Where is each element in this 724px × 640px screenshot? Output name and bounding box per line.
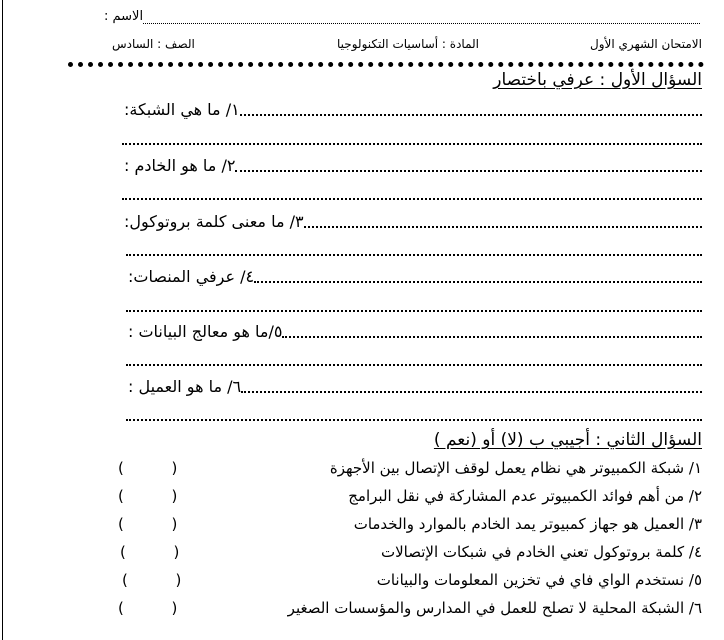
statement-5: ٥/ نستخدم الواي فاي في تخزين المعلومات والبيانات bbox=[376, 571, 702, 589]
statement-6: ٦/ الشبكة المحلية لا تصلح للعمل في المدارس والمؤسسات الصغير bbox=[287, 599, 702, 617]
grade-label: الصف : السادس bbox=[112, 37, 195, 51]
question-5 bbox=[126, 322, 702, 341]
question-1 bbox=[122, 100, 702, 119]
question-3 bbox=[122, 212, 702, 231]
question-text: ١/ ما هي الشبكة: bbox=[124, 100, 240, 119]
answer-line[interactable] bbox=[126, 419, 702, 421]
answer-parentheses[interactable]: ( ) bbox=[118, 515, 178, 533]
name-label: الاسم : bbox=[104, 9, 144, 24]
answer-blank[interactable] bbox=[254, 267, 702, 283]
page-left-border bbox=[2, 0, 3, 640]
answer-parentheses[interactable]: ( ) bbox=[118, 599, 178, 617]
question-4 bbox=[126, 267, 702, 286]
question-text: ٣/ ما معنى كلمة بروتوكول: bbox=[124, 212, 304, 231]
statement-4: ٤/ كلمة بروتوكول تعني الخادم في شبكات الإتصالات bbox=[380, 543, 702, 561]
question-text: ٢/ ما هو الخادم : bbox=[124, 156, 236, 175]
statement-1: ١/ شبكة الكمبيوتر هي نظام يعمل لوقف الإتصال بين الأجهزة bbox=[329, 459, 702, 477]
name-blank[interactable] bbox=[143, 11, 700, 24]
answer-blank[interactable] bbox=[304, 212, 702, 228]
answer-line[interactable] bbox=[122, 143, 702, 145]
answer-blank[interactable] bbox=[240, 100, 702, 116]
section2-title: السؤال الثاني : أجيبي ب (لا) أو (نعم ) bbox=[433, 430, 702, 450]
exam-title: الامتحان الشهري الأول bbox=[589, 37, 702, 51]
answer-parentheses[interactable]: ( ) bbox=[122, 571, 182, 589]
question-6 bbox=[126, 377, 702, 396]
answer-line[interactable] bbox=[122, 198, 702, 200]
answer-line[interactable] bbox=[126, 364, 702, 366]
question-text: ٤/ عرفي المنصات: bbox=[128, 267, 255, 286]
statement-2: ٢/ من أهم فوائد الكمبيوتر عدم المشاركة في نقل البرامج bbox=[348, 487, 702, 505]
answer-line[interactable] bbox=[126, 254, 702, 256]
statement-3: ٣/ العميل هو جهاز كمبيوتر يمد الخادم بالموارد والخدمات bbox=[353, 515, 702, 533]
section1-title: السؤال الأول : عرفي باختصار bbox=[493, 70, 702, 90]
answer-blank[interactable] bbox=[235, 156, 702, 172]
question-text: ٥/ما هو معالج البيانات : bbox=[128, 322, 283, 341]
answer-parentheses[interactable]: ( ) bbox=[118, 459, 178, 477]
answer-blank[interactable] bbox=[282, 322, 702, 338]
question-text: ٦/ ما هو العميل : bbox=[128, 377, 242, 396]
question-2 bbox=[122, 156, 702, 175]
answer-line[interactable] bbox=[126, 310, 702, 312]
answer-parentheses[interactable]: ( ) bbox=[118, 487, 178, 505]
header-divider bbox=[68, 62, 704, 67]
answer-parentheses[interactable]: ( ) bbox=[120, 543, 180, 561]
student-name-line bbox=[104, 4, 704, 24]
answer-blank[interactable] bbox=[241, 377, 702, 393]
subject-label: المادة : أساسيات التكنولوجيا bbox=[337, 37, 479, 51]
